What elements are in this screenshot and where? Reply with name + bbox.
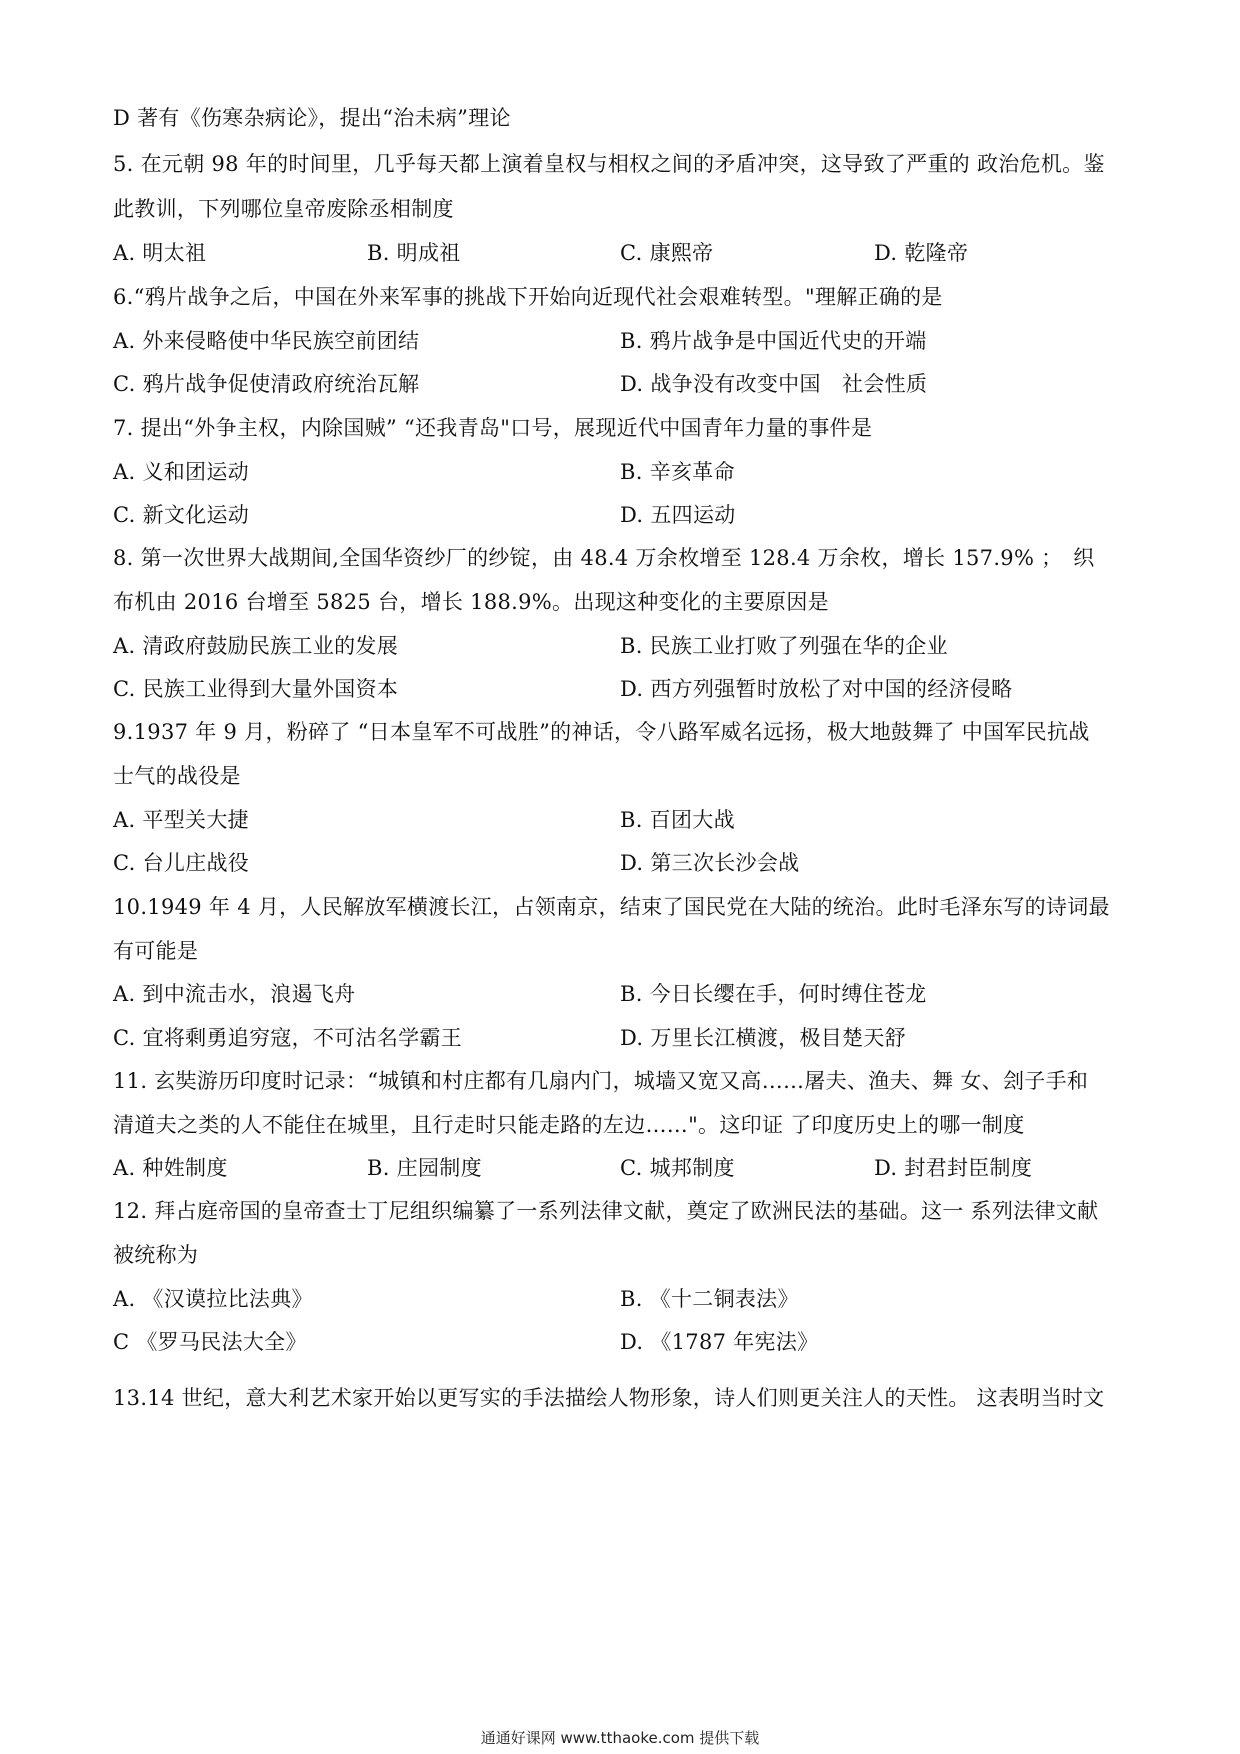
q7-stem-line-1: 7. 提出“外争主权，内除国贼” “还我青岛"口号，展现近代中国青年力量的事件是 [113, 416, 873, 440]
q9-option-d: D. 第三次长沙会战 [620, 851, 800, 875]
q11-option-d: D. 封君封臣制度 [874, 1156, 1033, 1180]
q8-option-d: D. 西方列强暂时放松了对中国的经济侵略 [620, 677, 1013, 701]
q10-option-a: A. 到中流击水，浪遏飞舟 [113, 982, 356, 1006]
q10-stem-line-2: 有可能是 [113, 939, 199, 963]
q5-option-b: B. 明成祖 [367, 241, 461, 265]
q11-option-b: B. 庄园制度 [367, 1156, 482, 1180]
q6-option-c: C. 鸦片战争促使清政府统治瓦解 [113, 372, 420, 396]
q4-option-d: D 著有《伤寒杂病论》，提出“治未病”理论 [113, 106, 511, 130]
q12-option-c: C 《罗马民法大全》 [113, 1330, 307, 1354]
q10-stem-line-1: 10.1949 年 4 月，人民解放军横渡长江，占领南京，结束了国民党在大陆的统治。此时毛泽东写的诗词最 [113, 895, 1110, 919]
q9-option-c: C. 台儿庄战役 [113, 851, 250, 875]
q10-option-d: D. 万里长江横渡，极目楚天舒 [620, 1026, 906, 1050]
q11-option-a: A. 种姓制度 [113, 1156, 228, 1180]
q10-option-c: C. 宜将剩勇追穷寇，不可沽名学霸王 [113, 1026, 463, 1050]
q9-stem-line-1: 9.1937 年 9 月，粉碎了 “日本皇军不可战胜”的神话，令八路军威名远扬，极大地鼓舞了 中国军民抗战 [113, 720, 1090, 744]
q5-option-d: D. 乾隆帝 [874, 241, 969, 265]
q10-option-b: B. 今日长缨在手，何时缚住苍龙 [620, 982, 927, 1006]
q6-option-a: A. 外来侵略使中华民族空前团结 [113, 329, 420, 353]
q5-option-a: A. 明太祖 [113, 241, 207, 265]
q11-stem-line-1: 11. 玄奘游历印度时记录：“城镇和村庄都有几扇内门，城墙又宽又高……屠夫、渔夫、舞 女、刽子手和 [113, 1069, 1089, 1093]
q8-option-b: B. 民族工业打败了列强在华的企业 [620, 634, 948, 658]
q7-option-b: B. 辛亥革命 [620, 460, 735, 484]
q5-option-c: C. 康熙帝 [620, 241, 714, 265]
q9-stem-line-2: 士气的战役是 [113, 764, 241, 788]
q11-option-c: C. 城邦制度 [620, 1156, 735, 1180]
q12-option-b: B. 《十二铜表法》 [620, 1287, 799, 1311]
q13-stem-line-1: 13.14 世纪，意大利艺术家开始以更写实的手法描绘人物形象，诗人们则更关注人的天性。 这表明当时文 [113, 1386, 1105, 1410]
page-footer: 通通好课网 www.tthaoke.com 提供下载 [480, 1729, 760, 1747]
q8-option-c: C. 民族工业得到大量外国资本 [113, 677, 399, 701]
q12-stem-line-2: 被统称为 [113, 1243, 199, 1267]
q6-stem-line-1: 6.“鸦片战争之后，中国在外来军事的挑战下开始向近现代社会艰难转型。"理解正确的是 [113, 285, 943, 309]
q9-option-a: A. 平型关大捷 [113, 808, 249, 832]
q6-option-d: D. 战争没有改变中国 社会性质 [620, 372, 928, 396]
q12-option-d: D. 《1787 年宪法》 [620, 1330, 819, 1354]
q9-option-b: B. 百团大战 [620, 808, 735, 832]
q6-option-b: B. 鸦片战争是中国近代史的开端 [620, 329, 927, 353]
q11-stem-line-2: 清道夫之类的人不能住在城里，且行走时只能走路的左边……"。这印证 了印度历史上的哪一制度 [113, 1113, 1025, 1137]
q8-option-a: A. 清政府鼓励民族工业的发展 [113, 634, 399, 658]
q7-option-c: C. 新文化运动 [113, 503, 250, 527]
q7-option-d: D. 五四运动 [620, 503, 736, 527]
q5-stem-line-1: 5. 在元朝 98 年的时间里，几乎每天都上演着皇权与相权之间的矛盾冲突，这导致了严重的 政治危机。鉴 [113, 152, 1105, 176]
q12-option-a: A. 《汉谟拉比法典》 [113, 1287, 313, 1311]
q5-stem-line-2: 此教训，下列哪位皇帝废除丞相制度 [113, 197, 454, 221]
q8-stem-line-2: 布机由 2016 台增至 5825 台，增长 188.9%。出现这种变化的主要原因是 [113, 590, 829, 614]
q12-stem-line-1: 12. 拜占庭帝国的皇帝查士丁尼组织编纂了一系列法律文献，奠定了欧洲民法的基础。这一 系列法律文献 [113, 1199, 1099, 1223]
q8-stem-line-1: 8. 第一次世界大战期间,全国华资纱厂的纱锭，由 48.4 万余枚增至 128.4 万余枚，增长 157.9% ； 织 [113, 546, 1095, 570]
q7-option-a: A. 义和团运动 [113, 460, 249, 484]
